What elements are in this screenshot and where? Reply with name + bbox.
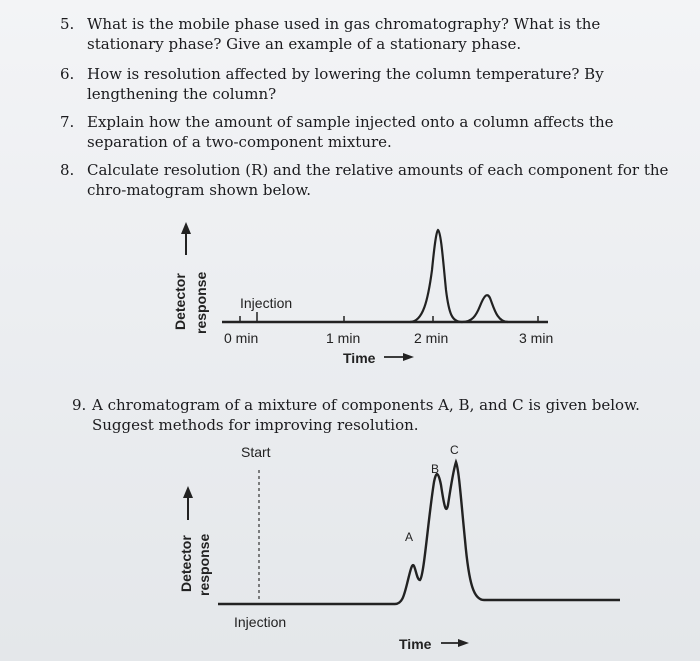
- injection-label: Injection: [240, 295, 293, 311]
- x-axis-label: Time: [399, 636, 432, 652]
- start-label: Start: [241, 444, 271, 460]
- x-tick-label-2: 2 min: [414, 330, 449, 346]
- x-tick-label-3: 3 min: [519, 330, 554, 346]
- question-text: Calculate resolution (R) and the relative amounts of each component for the chro-matogram shown below.: [87, 161, 669, 199]
- x-tick-label-1: 1 min: [326, 330, 361, 346]
- question-number: 7.: [60, 113, 75, 131]
- peak-label-c: C: [450, 443, 459, 457]
- x-tick-label-0: 0 min: [224, 330, 259, 346]
- injection-label: Injection: [234, 614, 287, 630]
- question-number: 5.: [60, 15, 75, 33]
- time-arrowhead: [458, 639, 469, 647]
- y-axis-label-line1: Detector: [172, 273, 188, 330]
- peak-label-b: B: [431, 462, 440, 476]
- question-number: 6.: [60, 65, 75, 83]
- question-text: A chromatogram of a mixture of components A, B, and C is given below. Suggest methods for improving resolution.: [92, 396, 640, 434]
- y-axis-arrowhead: [183, 486, 193, 498]
- chromatogram-2-trace: [218, 462, 620, 604]
- x-axis-label: Time: [343, 350, 376, 366]
- peak-label-a: A: [405, 530, 414, 544]
- question-number: 9.: [72, 396, 87, 414]
- y-axis-label-line1: Detector: [178, 535, 194, 592]
- question-text: How is resolution affected by lowering the column temperature? By lengthening the column?: [87, 65, 604, 103]
- question-number: 8.: [60, 161, 75, 179]
- question-text: What is the mobile phase used in gas chromatography? What is the stationary phase? Give an example of a stationary phase.: [87, 15, 601, 53]
- y-axis-label-line2: response: [193, 271, 209, 334]
- y-axis-label-line2: response: [196, 533, 212, 596]
- question-text: Explain how the amount of sample injected onto a column affects the separation of a two-component mixture.: [87, 113, 614, 151]
